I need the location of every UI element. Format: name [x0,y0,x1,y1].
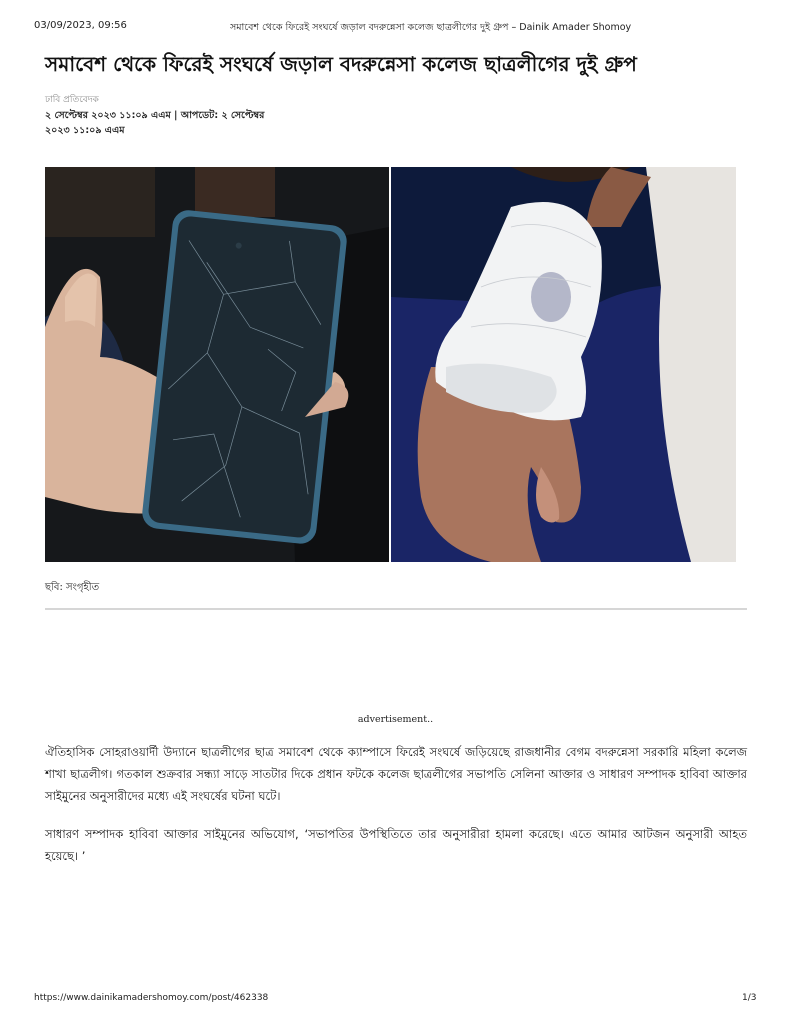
cracked-phone-photo [45,167,389,562]
advertisement-label: advertisement.. [357,714,434,725]
article-paragraph: সাধারণ সম্পাদক হাবিবা আক্তার সাইমুনের অভিযোগ, ‘সভাপতির উপস্থিতিতে তার অনুসারীরা হামলা করেছে। এতে আমার আটজন অনুসারী আহত হয়েছে। ’ [45,827,747,863]
print-page-number: 1/3 [742,993,757,1003]
article-headline: সমাবেশ থেকে ফিরেই সংঘর্ষে জড়াল বদরুন্নেসা কলেজ ছাত্রলীগের দুই গ্রুপ [45,52,637,76]
print-footer-url[interactable]: https://www.dainikamadershomoy.com/post/462338 [34,993,269,1003]
article-author[interactable]: ঢাবি প্রতিবেদক [45,95,99,105]
image-caption: ছবি: সংগৃহীত [45,582,100,593]
article-paragraph: ঐতিহাসিক সোহরাওয়ার্দী উদ্যানে ছাত্রলীগের ছাত্র সমাবেশ থেকে ক্যাম্পাসে ফিরেই সংঘর্ষে জড়িয়েছে রাজধানীর বেগম বদরুন্নেসা সরকারি মহিলা কলেজ শাখা ছাত্রলীগ। গতকাল শুক্রবার সন্ধ্যা সাড়ে সাতটার দিকে প্রধান ফটকে কলেজ ছাত্রলীগের সভাপতি সেলিনা আক্তার ও সাধারণ সম্পাদক হাবিবা আক্তার সাইমুনের অনুসারীদের মধ্যে এই সংঘর্ষের ঘটনা ঘটে। [45,745,747,803]
print-page-title: সমাবেশ থেকে ফিরেই সংঘর্ষে জড়াল বদরুন্নেসা কলেজ ছাত্রলীগের দুই গ্রুপ – Dainik Amader Shomoy [230,22,632,33]
bandaged-hand-photo [391,167,736,562]
article-dates: ২ সেপ্টেম্বর ২০২৩ ১১:০৯ এএম | আপডেট: ২ সেপ্টেম্বর ২০২৩ ১১:০৯ এএম [45,110,265,136]
section-divider [45,608,747,610]
print-date: 03/09/2023, 09:56 [34,20,127,31]
article-photo-collage [45,167,736,562]
